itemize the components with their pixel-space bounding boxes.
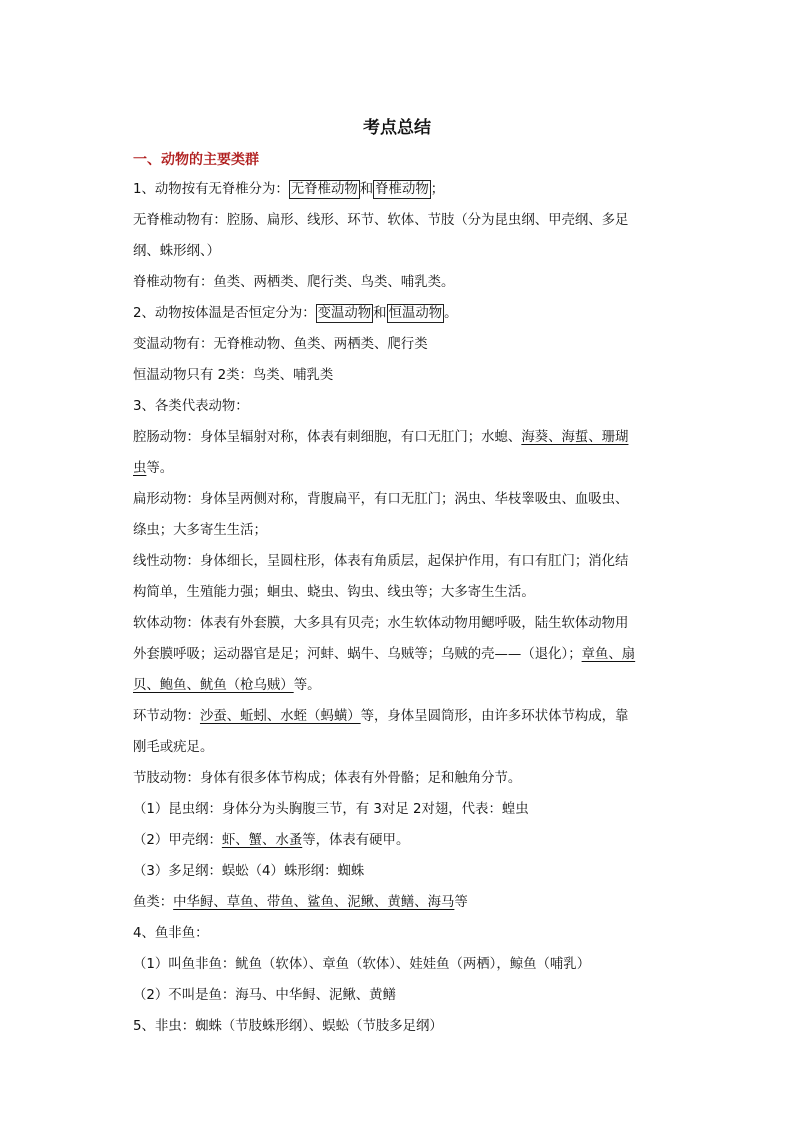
underlined-text: 虾、蟹、水蚤 bbox=[221, 833, 303, 848]
text-line: 贝、鲍鱼、鱿鱼（枪乌贼）等。 bbox=[133, 678, 321, 693]
boxed-term: 脊椎动物 bbox=[375, 182, 429, 197]
text-line: 恒温动物只有 2类：鸟类、哺乳类 bbox=[133, 368, 334, 383]
text-line: 5、非虫：蜘蛛（节肢蛛形纲）、蜈蚣（节肢多足纲） bbox=[133, 1019, 443, 1034]
text-line: 构简单，生殖能力强；蛔虫、蛲虫、钩虫、线虫等；大多寄生生活。 bbox=[133, 585, 535, 600]
boxed-term: 变温动物 bbox=[317, 306, 372, 321]
underlined-text: 海葵、海蜇、珊瑚 bbox=[521, 430, 629, 445]
text-line: 刚毛或疣足。 bbox=[133, 740, 214, 755]
text-line: （3）多足纲：蜈蚣（4）蛛形纲：蜘蛛 bbox=[133, 864, 365, 879]
text-line: （2）不叫是鱼：海马、中华鲟、泥鳅、黄鳝 bbox=[133, 988, 396, 1003]
underlined-text: 章鱼、扇 bbox=[581, 647, 636, 662]
text-line: 绦虫；大多寄生生活； bbox=[133, 523, 267, 538]
text-line: 腔肠动物：身体呈辐射对称，体表有刺细胞，有口无肛门；水螅、海葵、海蜇、珊瑚 bbox=[133, 430, 629, 445]
text-line: 变温动物有：无脊椎动物、鱼类、两栖类、爬行类 bbox=[133, 337, 428, 352]
text-line: 鱼类：中华鲟、草鱼、带鱼、鲨鱼、泥鳅、黄鳝、海马等 bbox=[133, 895, 468, 910]
text-line: 扁形动物：身体呈两侧对称，背腹扁平，有口无肛门；涡虫、华枝睾吸虫、血吸虫、 bbox=[133, 492, 629, 507]
text-line: （1）叫鱼非鱼：鱿鱼（软体）、章鱼（软体）、娃娃鱼（两栖），鲸鱼（哺乳） bbox=[133, 957, 591, 972]
text-line: 无脊椎动物有：腔肠、扁形、线形、环节、软体、节肢（分为昆虫纲、甲壳纲、多足 bbox=[133, 213, 629, 228]
text-line: 软体动物：体表有外套膜，大多具有贝壳；水生软体动物用鳃呼吸，陆生软体动物用 bbox=[133, 616, 629, 631]
text-line: 1、动物按有无脊椎分为： 无脊椎动物 和 脊椎动物 ； bbox=[133, 182, 445, 197]
underlined-text: 沙蚕、蚯蚓、水蛭（蚂蟥） bbox=[199, 709, 361, 724]
text-line: （1）昆虫纲：身体分为头胸腹三节，有 3对足 2对翅，代表：蝗虫 bbox=[133, 802, 529, 817]
document-body bbox=[133, 146, 663, 1042]
underlined-text: 虫 bbox=[133, 461, 147, 476]
boxed-term: 恒温动物 bbox=[388, 306, 443, 321]
text-line: 环节动物：沙蚕、蚯蚓、水蛭（蚂蟥）等，身体呈圆筒形，由许多环状体节构成，靠 bbox=[133, 709, 629, 724]
text-line: 2、动物按体温是否恒定分为： 变温动物 和 恒温动物 。 bbox=[133, 306, 458, 321]
underlined-text: 中华鲟、草鱼、带鱼、鲨鱼、泥鳅、黄鳝、海马 bbox=[173, 895, 455, 910]
text-line: 脊椎动物有：鱼类、两栖类、爬行类、鸟类、哺乳类。 bbox=[133, 275, 455, 290]
page-title: 考点总结 bbox=[363, 118, 431, 138]
boxed-term: 无脊椎动物 bbox=[290, 182, 358, 197]
section-heading: 一、动物的主要类群 bbox=[133, 152, 259, 168]
text-line: 3、各类代表动物： bbox=[133, 399, 249, 414]
text-line: 虫等。 bbox=[133, 461, 174, 476]
text-line: 线性动物：身体细长，呈圆柱形，体表有角质层，起保护作用，有口有肛门；消化结 bbox=[133, 554, 629, 569]
underlined-text: 贝、鲍鱼、鱿鱼（枪乌贼） bbox=[133, 678, 294, 693]
text-line: 纲、蛛形纲、） bbox=[133, 244, 221, 259]
text-line: 外套膜呼吸；运动器官是足；河蚌、蜗牛、乌贼等；乌贼的壳——（退化）；章鱼、扇 bbox=[133, 647, 636, 662]
text-line: 4、鱼非鱼： bbox=[133, 926, 209, 941]
text-line: （2）甲壳纲：虾、蟹、水蚤等，体表有硬甲。 bbox=[133, 833, 410, 848]
text-line: 节肢动物：身体有很多体节构成；体表有外骨骼；足和触角分节。 bbox=[133, 771, 522, 786]
